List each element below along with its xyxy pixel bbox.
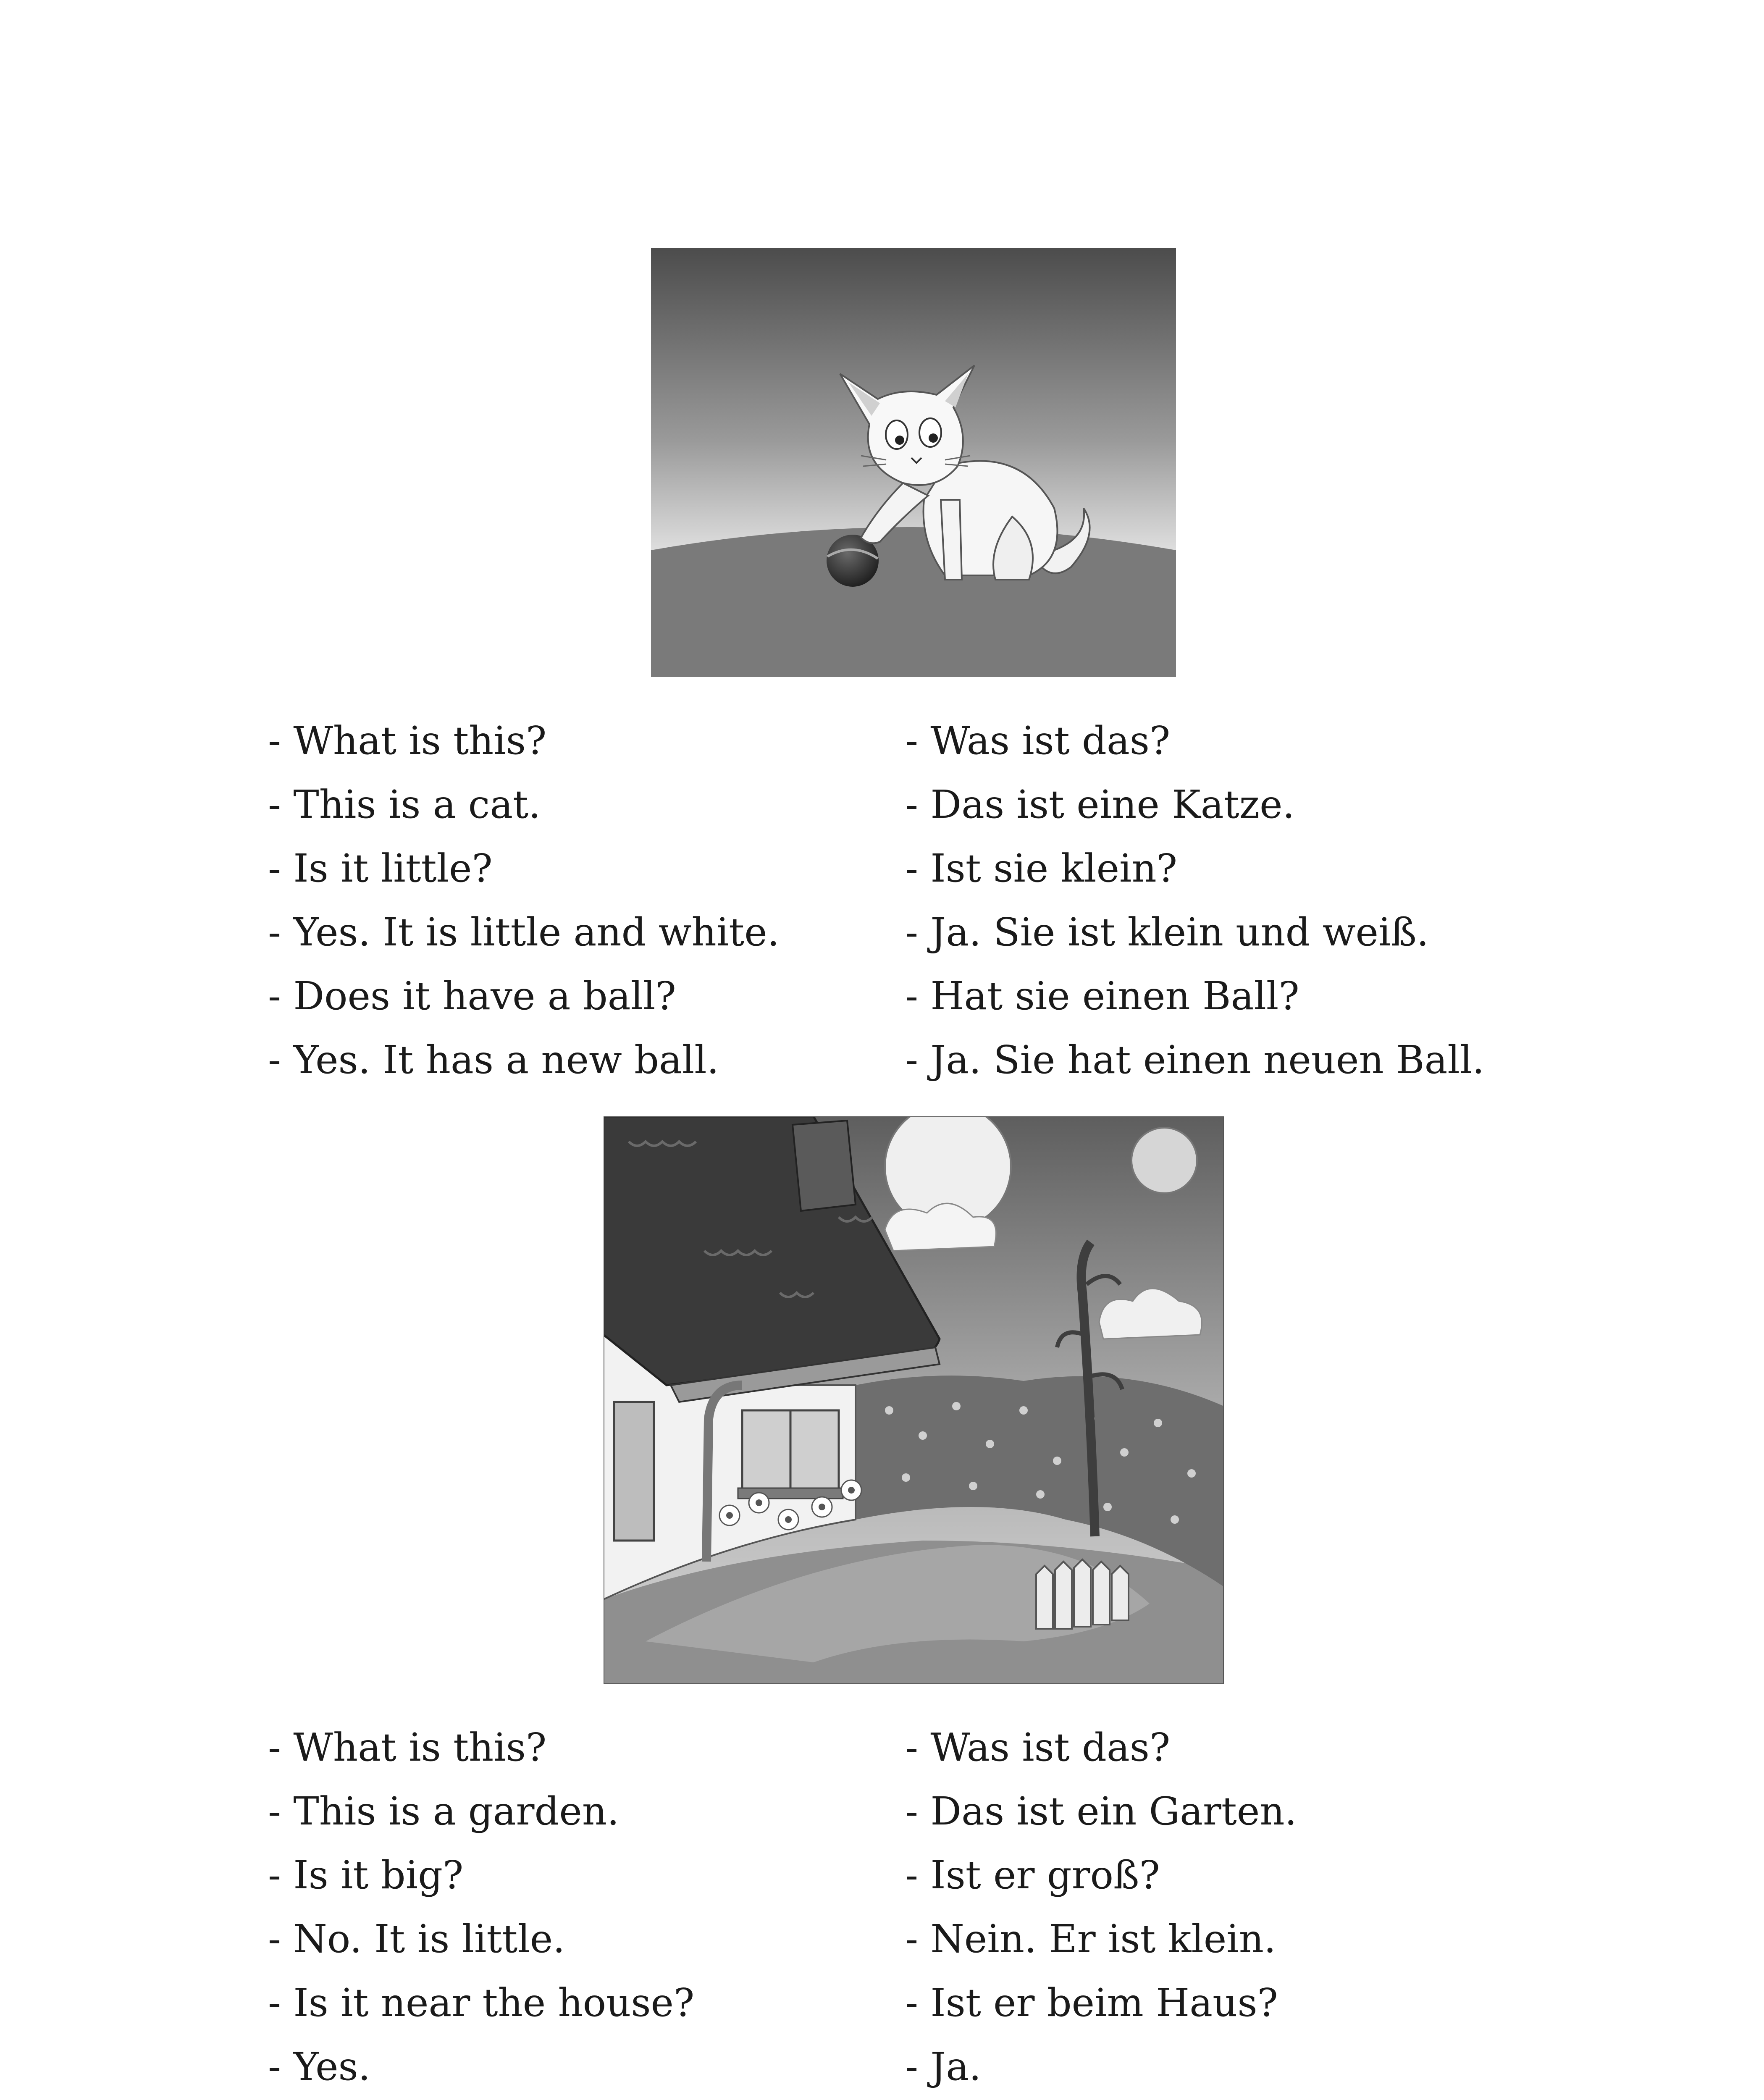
cat-illustration <box>651 248 1176 677</box>
german-line: - Ja. <box>905 2044 982 2089</box>
dialogue-line <box>0 709 1764 773</box>
german-line: - Ist er beim Haus? <box>905 1980 1278 2025</box>
english-line: - Is it big? <box>268 1853 464 1898</box>
dialogue-line <box>0 900 1764 964</box>
english-line: - Does it have a ball? <box>268 974 676 1018</box>
english-line: - What is this? <box>268 1725 547 1770</box>
german-line: - Ja. Sie hat einen neuen Ball. <box>905 1037 1485 1082</box>
dialogue-line <box>0 1971 1764 2035</box>
dialogue-line <box>0 1780 1764 1843</box>
dialogue-line <box>0 1028 1764 1092</box>
german-line: - Was ist das? <box>905 1725 1171 1770</box>
cat-dialogue <box>0 709 1764 1092</box>
dialogue-line <box>0 773 1764 837</box>
english-line: - Yes. It has a new ball. <box>268 1037 719 1082</box>
german-line: - Ist er groß? <box>905 1853 1160 1898</box>
english-line: - No. It is little. <box>268 1916 565 1961</box>
dialogue-line <box>0 1907 1764 1971</box>
garden-dialogue <box>0 1716 1764 2100</box>
german-line: - Ist sie klein? <box>905 846 1178 891</box>
garden-illustration <box>604 1116 1224 1684</box>
german-line: - Hat sie einen Ball? <box>905 974 1299 1018</box>
english-line: - Yes. <box>268 2044 370 2089</box>
dialogue-line <box>0 1716 1764 1780</box>
dialogue-line <box>0 964 1764 1028</box>
english-line: - This is a cat. <box>268 782 541 827</box>
english-line: - Is it little? <box>268 846 493 891</box>
german-line: - Das ist ein Garten. <box>905 1789 1297 1834</box>
english-line: - Is it near the house? <box>268 1980 695 2025</box>
german-line: - Das ist eine Katze. <box>905 782 1295 827</box>
english-line: - What is this? <box>268 718 547 763</box>
dialogue-line <box>0 837 1764 900</box>
german-line: - Was ist das? <box>905 718 1171 763</box>
dialogue-line <box>0 1843 1764 1907</box>
german-line: - Nein. Er ist klein. <box>905 1916 1276 1961</box>
dialogue-line <box>0 2035 1764 2099</box>
english-line: - Yes. It is little and white. <box>268 910 780 955</box>
english-line: - This is a garden. <box>268 1789 620 1834</box>
german-line: - Ja. Sie ist klein und weiß. <box>905 910 1429 955</box>
